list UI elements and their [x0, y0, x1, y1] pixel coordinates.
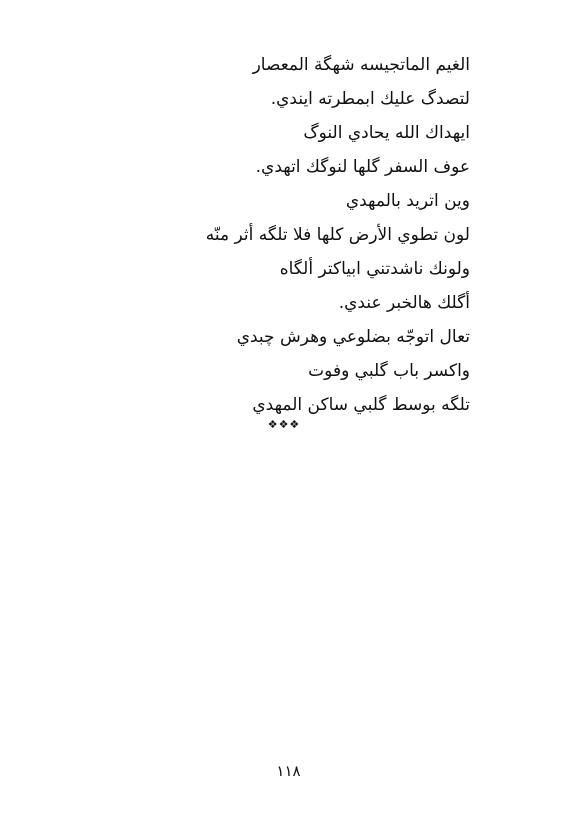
poem-line: أگلك هالخبر عندي. [338, 293, 470, 313]
poem-line: تعال اتوجّه بضلوعي وهرش چبدي [236, 327, 470, 347]
poem-line: عوف السفر گلها لنوگك اتهدي. [255, 157, 470, 177]
poem-block [90, 48, 470, 422]
poem-line: ايهداك الله يحادي النوگ [303, 123, 470, 143]
poem-line: الغيم الماتجيسه شهگة المعصار [252, 55, 470, 75]
poem-line: واكسر باب گلبي وفوت [308, 361, 470, 381]
page-number: ١١٨ [276, 762, 301, 780]
poem-line: لون تطوي الأرض كلها فلا تلگه أثر منّه [205, 225, 470, 245]
poem-line: وين اتريد بالمهدي [345, 191, 470, 211]
poem-line: تلگه بوسط گلبي ساكن المهدي [252, 395, 470, 415]
poem-line: لتصدگ عليك ابمطرته ايندي. [270, 89, 470, 109]
poem-line: ولونك ناشدتني ابياكتر ألگاه [279, 259, 470, 279]
section-ornament: ❖❖❖ [267, 418, 301, 431]
